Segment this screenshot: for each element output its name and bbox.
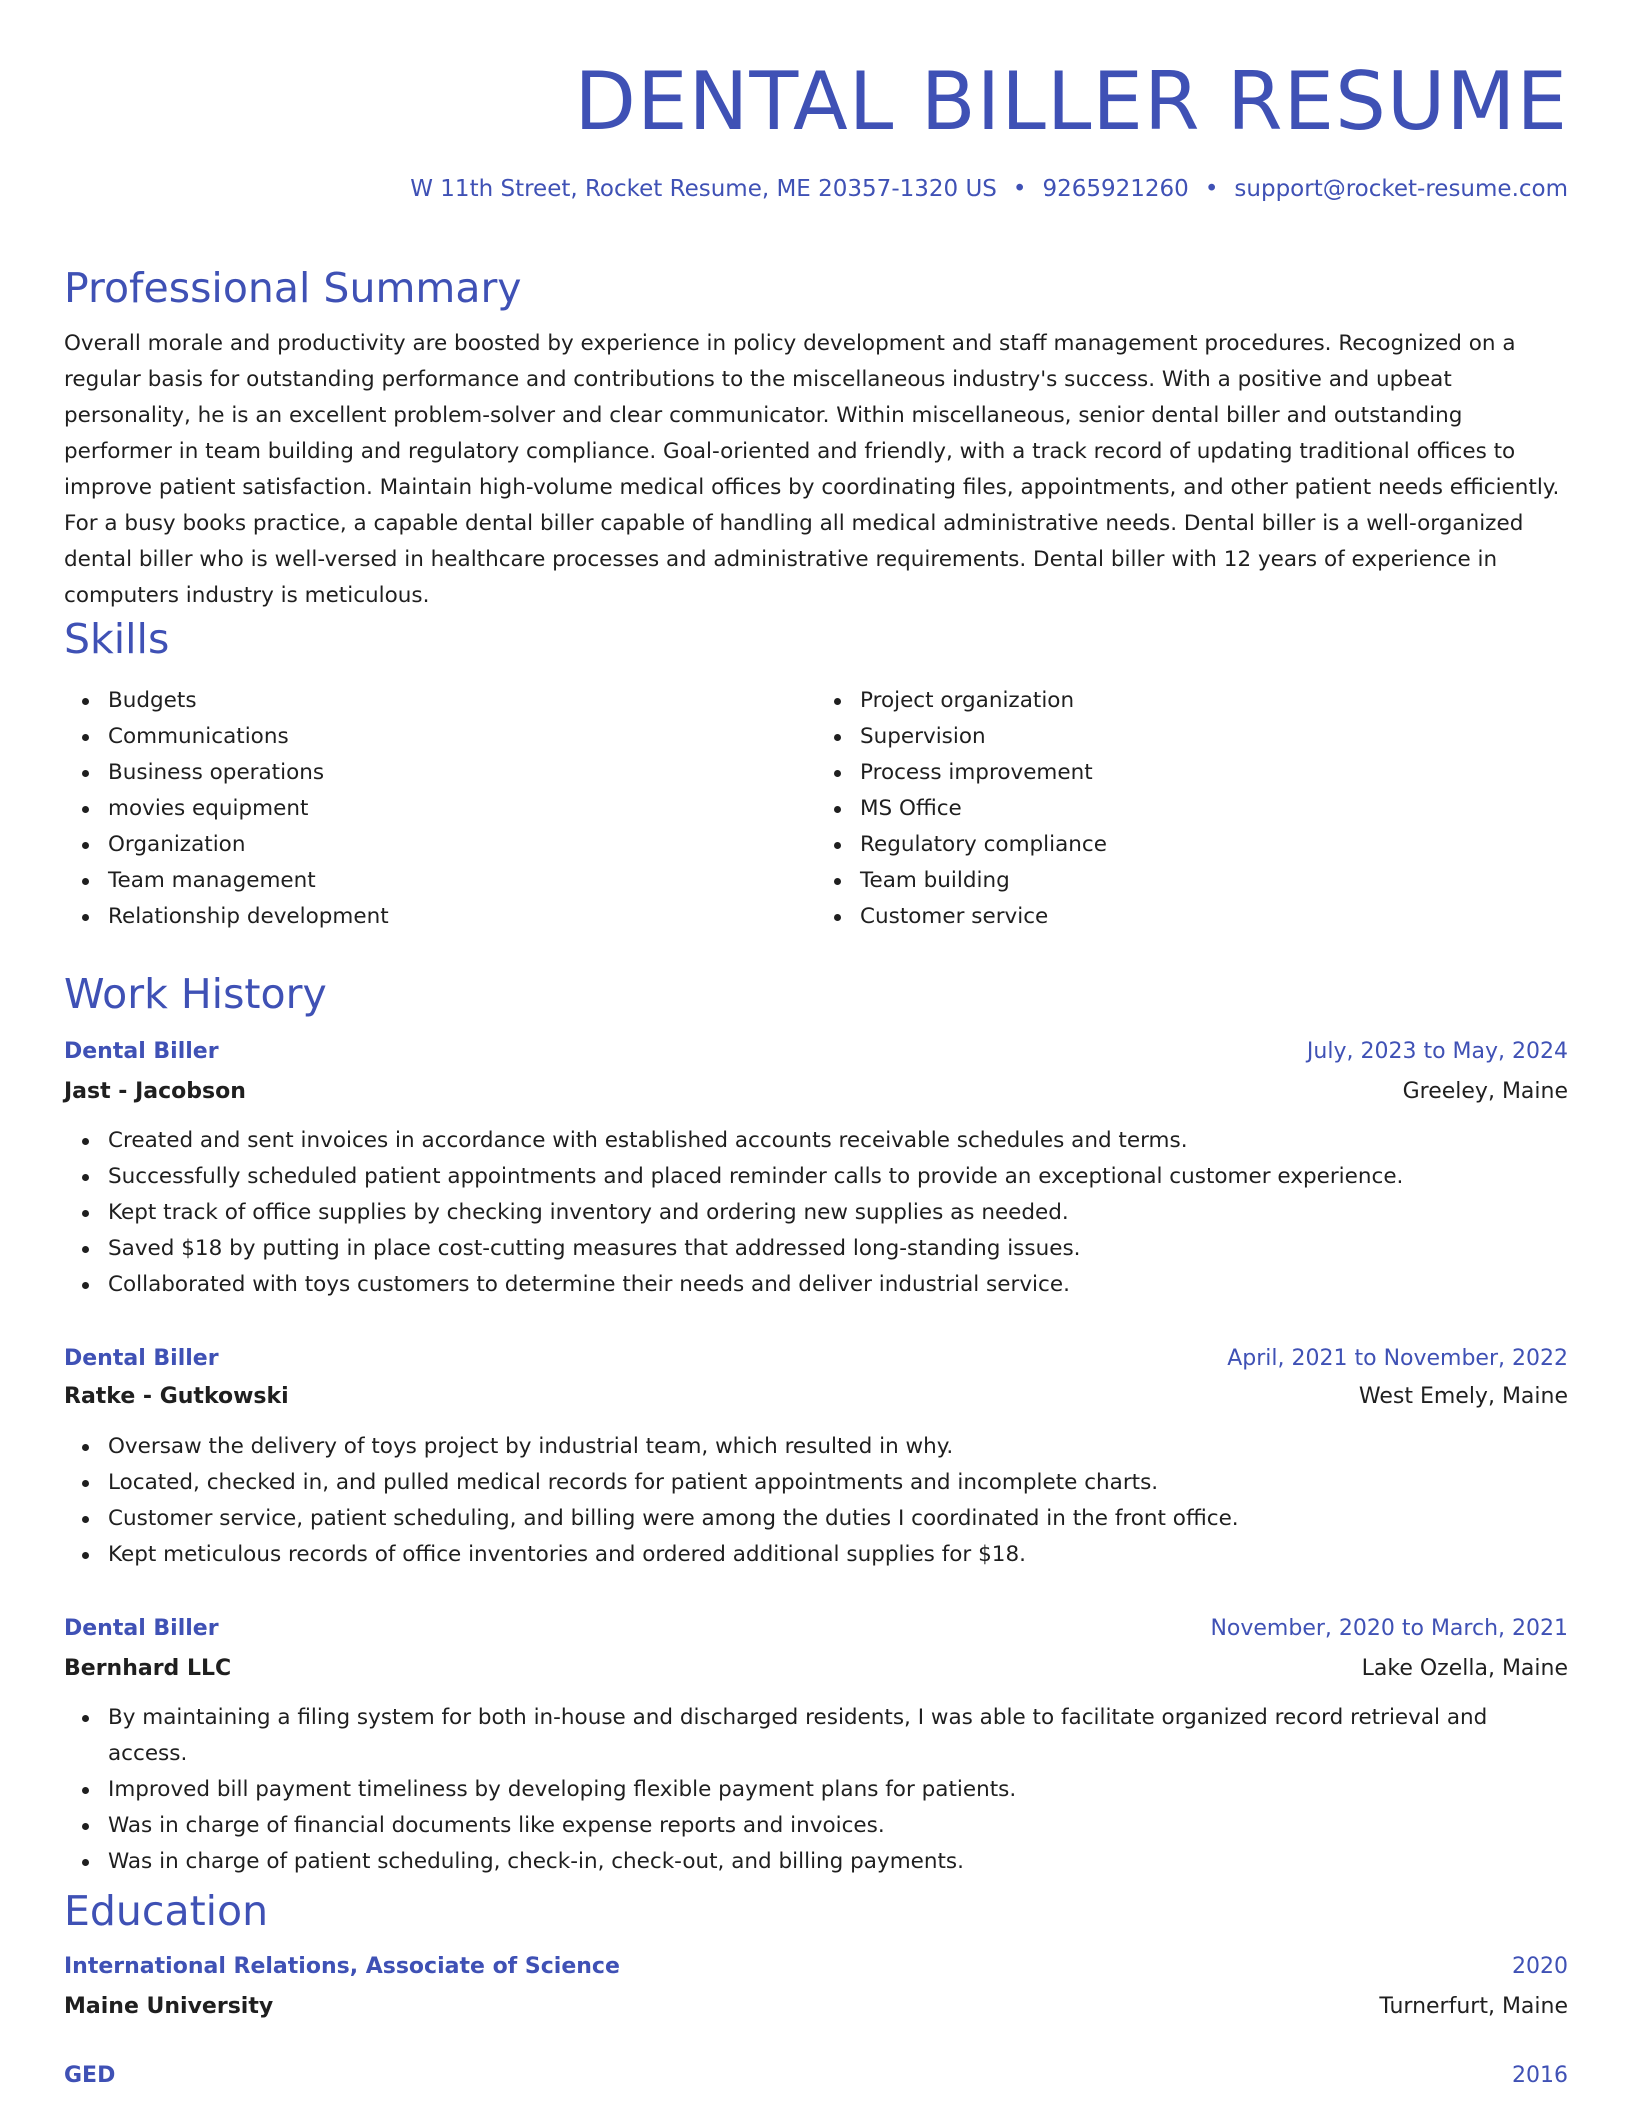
skill-item: Team management: [108, 863, 816, 899]
job-bullet: Successfully scheduled patient appointments and placed reminder calls to provide an exceptional customer experience.: [108, 1159, 1568, 1195]
education-degree: GED: [64, 2063, 116, 2088]
contact-separator: •: [1012, 176, 1027, 202]
job-bullet: Collaborated with toys customers to determine their needs and deliver industrial service.: [108, 1267, 1568, 1303]
job-org-row: [64, 1074, 1568, 1110]
skill-item: movies equipment: [108, 791, 816, 827]
skill-item: Regulatory compliance: [860, 827, 1568, 863]
job-dates: November, 2020 to March, 2021: [1210, 1616, 1568, 1641]
skill-item: Organization: [108, 827, 816, 863]
job-bullet: Kept meticulous records of office inventories and ordered additional supplies for $18.: [108, 1537, 1568, 1573]
skills-list-left: [64, 683, 816, 935]
skill-item: Team building: [860, 863, 1568, 899]
job-dates: July, 2023 to May, 2024: [1306, 1039, 1568, 1064]
skill-item: Communications: [108, 719, 816, 755]
education-year: 2016: [1512, 2063, 1568, 2088]
job-bullet: Improved bill payment timeliness by developing flexible payment plans for patients.: [108, 1772, 1568, 1808]
section-title-work: Work History: [64, 970, 327, 1018]
contact-address: W 11th Street, Rocket Resume, ME 20357-1320 US: [410, 176, 997, 202]
resume-header: [64, 0, 1568, 205]
job-header-row: [64, 1611, 1568, 1647]
job-bullet: Saved $18 by putting in place cost-cutting measures that addressed long-standing issues.: [108, 1231, 1568, 1267]
work-history-section: [64, 966, 1568, 1874]
education-header-row: [64, 1949, 1568, 1985]
job-location: Greeley, Maine: [1402, 1079, 1568, 1104]
contact-email: support@rocket-resume.com: [1234, 176, 1568, 202]
section-title-skills: Skills: [64, 615, 170, 663]
education-section: [64, 1883, 1568, 2088]
job-bullet: Located, checked in, and pulled medical records for patient appointments and incomplete charts.: [108, 1465, 1568, 1501]
skill-item: Business operations: [108, 755, 816, 791]
education-year: 2020: [1512, 1954, 1568, 1979]
job-bullet: Customer service, patient scheduling, and billing were among the duties I coordinated in the front office.: [108, 1501, 1568, 1537]
education-school: Maine University: [64, 1994, 274, 2019]
job-company: Ratke - Gutkowski: [64, 1384, 289, 1409]
education-location: Turnerfurt, Maine: [1379, 1994, 1568, 2019]
skill-item: Customer service: [860, 899, 1568, 935]
skills-section: [64, 611, 1568, 935]
education-school-row: [64, 1989, 1568, 2025]
skills-columns: [64, 683, 1568, 935]
job-location: Lake Ozella, Maine: [1361, 1656, 1568, 1681]
job-org-row: [64, 1651, 1568, 1687]
job-bullets: [64, 1700, 1568, 1880]
skills-list-right: [816, 683, 1568, 935]
skill-item: Relationship development: [108, 899, 816, 935]
job-bullet: Was in charge of patient scheduling, check-in, check-out, and billing payments.: [108, 1844, 1568, 1880]
resume-name: DENTAL BILLER RESUME: [574, 55, 1568, 148]
job-location: West Emely, Maine: [1358, 1384, 1568, 1409]
job-bullet: Oversaw the delivery of toys project by industrial team, which resulted in why.: [108, 1429, 1568, 1465]
job-title: Dental Biller: [64, 1346, 219, 1371]
skill-item: Project organization: [860, 683, 1568, 719]
job-bullets: [64, 1123, 1568, 1303]
professional-summary-section: [64, 260, 1568, 614]
job-org-row: [64, 1379, 1568, 1415]
job-company: Jast - Jacobson: [64, 1079, 246, 1104]
job-bullets: [64, 1429, 1568, 1573]
summary-text: Overall morale and productivity are boosted by experience in policy development and staff management procedures. Recognized on a regular basis for outstanding performance and contributions to the miscellaneous industry's success. With a positive and upbeat personality, he is an excellent problem-solver and clear communicator. Within miscellaneous, senior dental biller and outstanding performer in team building and regulatory compliance. Goal-oriented and friendly, with a track record of updating traditional offices to improve patient satisfaction. Maintain high-volume medical offices by coordinating files, appointments, and other patient needs efficiently. For a busy books practice, a capable dental biller capable of handling all medical administrative needs. Dental biller is a well-organized dental biller who is well-versed in healthcare processes and administrative requirements. Dental biller with 12 years of experience in computers industry is meticulous.: [64, 331, 1560, 608]
job-title: Dental Biller: [64, 1616, 219, 1641]
job-entry: [64, 1034, 1568, 1303]
job-header-row: [64, 1341, 1568, 1377]
contact-phone: 9265921260: [1042, 176, 1189, 202]
section-title-education: Education: [64, 1887, 269, 1935]
resume-page: [64, 0, 1568, 2088]
contact-line: [64, 173, 1568, 205]
job-bullet: By maintaining a filing system for both in-house and discharged residents, I was able to facilitate organized record retrieval and access.: [108, 1700, 1568, 1772]
job-header-row: [64, 1034, 1568, 1070]
job-dates: April, 2021 to November, 2022: [1227, 1346, 1568, 1371]
skill-item: MS Office: [860, 791, 1568, 827]
job-bullet: Created and sent invoices in accordance with established accounts receivable schedules and terms.: [108, 1123, 1568, 1159]
education-header-row: [64, 2058, 1568, 2094]
job-company: Bernhard LLC: [64, 1656, 232, 1681]
job-bullet: Was in charge of financial documents like expense reports and invoices.: [108, 1808, 1568, 1844]
education-degree: International Relations, Associate of Science: [64, 1954, 620, 1979]
skill-item: Process improvement: [860, 755, 1568, 791]
job-title: Dental Biller: [64, 1039, 219, 1064]
skill-item: Budgets: [108, 683, 816, 719]
job-bullet: Kept track of office supplies by checking inventory and ordering new supplies as needed.: [108, 1195, 1568, 1231]
section-title-summary: Professional Summary: [64, 264, 522, 312]
education-entry: [64, 2058, 1568, 2094]
job-entry: [64, 1611, 1568, 1880]
contact-separator: •: [1204, 176, 1219, 202]
skill-item: Supervision: [860, 719, 1568, 755]
education-entry: [64, 1949, 1568, 2025]
job-entry: [64, 1341, 1568, 1573]
